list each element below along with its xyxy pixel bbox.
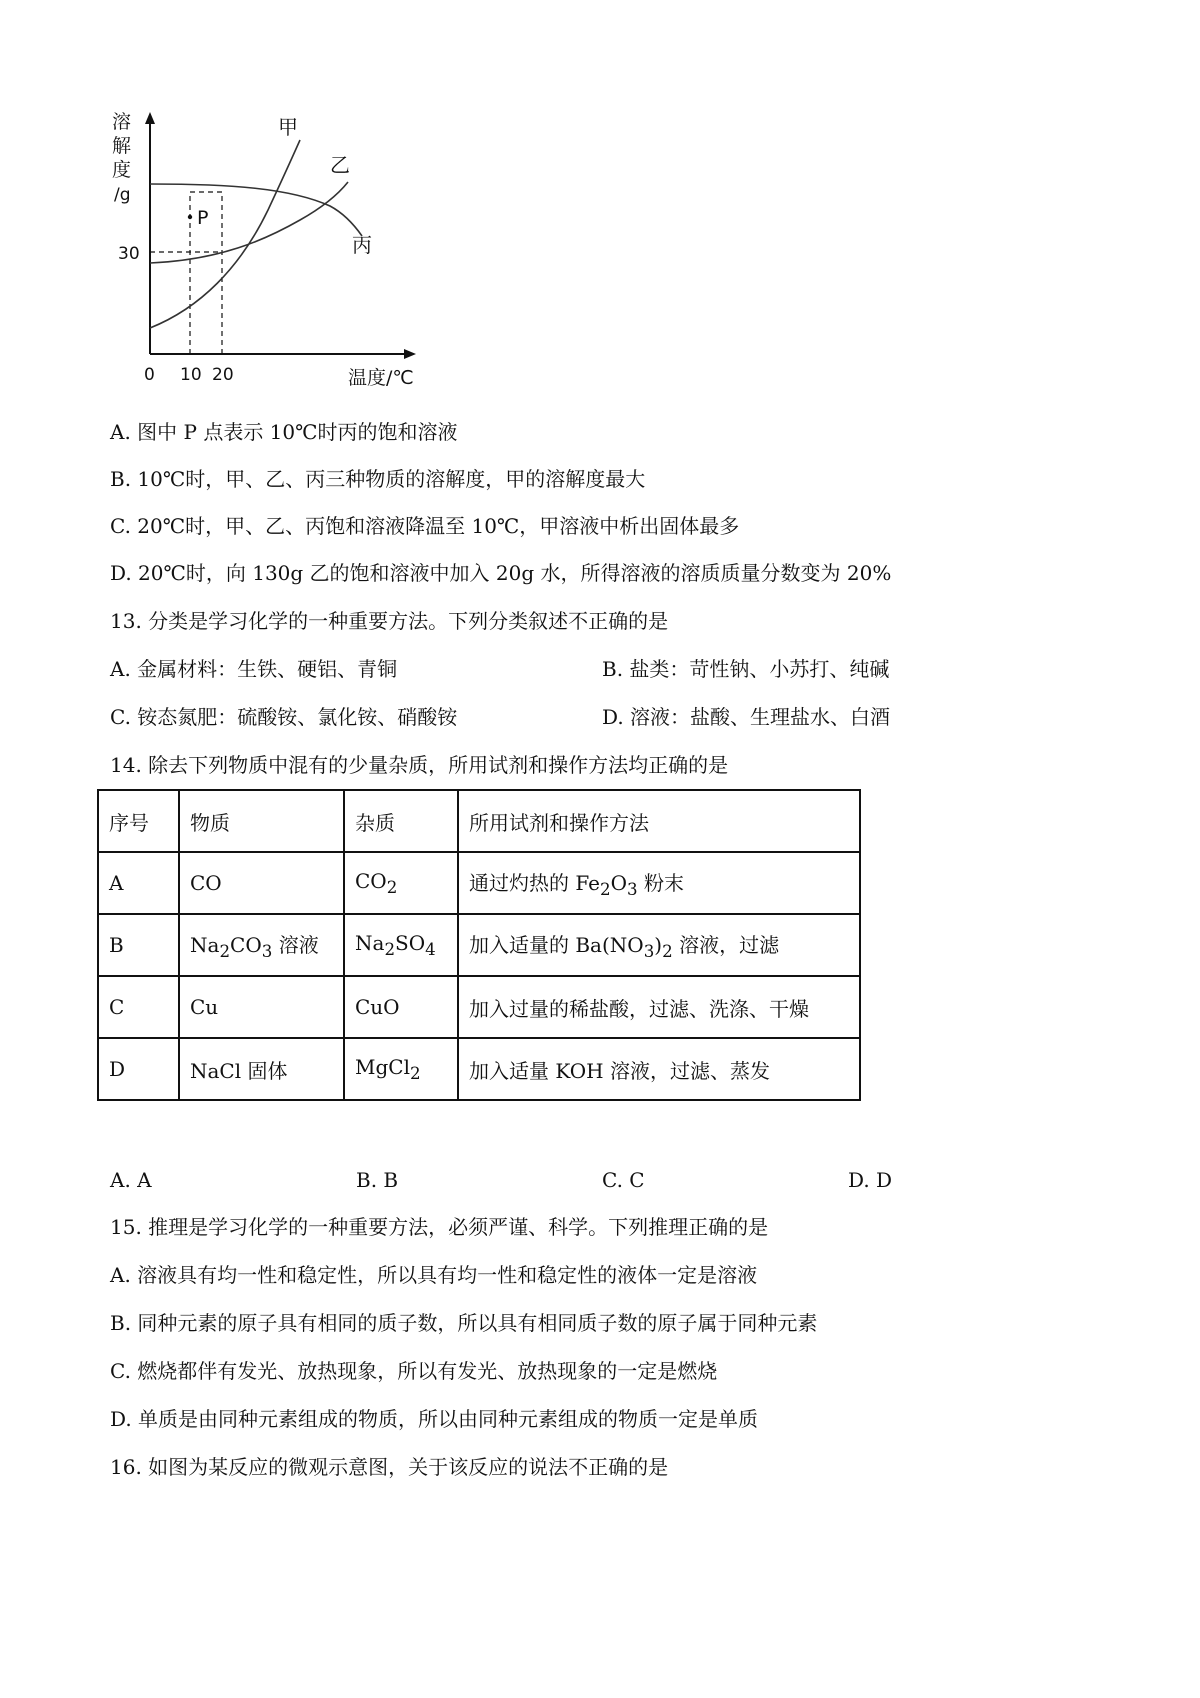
row-id: A bbox=[98, 852, 179, 914]
curve-bing bbox=[150, 184, 362, 236]
y-tick-30: 30 bbox=[118, 244, 140, 264]
row-id: C bbox=[98, 976, 179, 1038]
row-impurity: $CO_2$ bbox=[344, 852, 458, 914]
row-method: 加入适量 KOH 溶液，过滤、蒸发 bbox=[458, 1038, 860, 1100]
row-impurity: $Na_2SO_4$ bbox=[344, 914, 458, 976]
q14-option-b: B. B bbox=[356, 1168, 399, 1192]
x-axis-label: 温度/℃ bbox=[348, 367, 414, 389]
q15-stem: 15. 推理是学习化学的一种重要方法，必须严谨、科学。下列推理正确的是 bbox=[110, 1215, 769, 1239]
q12-option-b: B. 10℃时，甲、乙、丙三种物质的溶解度，甲的溶解度最大 bbox=[110, 467, 646, 491]
table-row bbox=[98, 852, 860, 914]
x-tick-20: 20 bbox=[212, 365, 234, 385]
q15-option-b: B. 同种元素的原子具有相同的质子数，所以具有相同质子数的原子属于同种元素 bbox=[110, 1311, 818, 1335]
x-tick-0: 0 bbox=[144, 365, 155, 385]
q15-option-c: C. 燃烧都伴有发光、放热现象，所以有发光、放热现象的一定是燃烧 bbox=[110, 1359, 718, 1383]
row-substance: CO bbox=[179, 852, 344, 914]
q15-option-a: A. 溶液具有均一性和稳定性，所以具有均一性和稳定性的液体一定是溶液 bbox=[110, 1263, 758, 1287]
y-axis-label-2: 解 bbox=[112, 135, 132, 157]
q14-table bbox=[97, 789, 861, 1101]
header-substance: 物质 bbox=[179, 790, 344, 852]
q15-option-d: D. 单质是由同种元素组成的物质，所以由同种元素组成的物质一定是单质 bbox=[110, 1407, 759, 1431]
row-id: B bbox=[98, 914, 179, 976]
q12-option-a: A. 图中 P 点表示 10℃时丙的饱和溶液 bbox=[110, 420, 458, 444]
row-impurity: CuO bbox=[344, 976, 458, 1038]
curve-jia bbox=[150, 140, 300, 328]
q13-option-c: C. 铵态氮肥：硫酸铵、氯化铵、硝酸铵 bbox=[110, 705, 458, 729]
table-row bbox=[98, 1038, 860, 1100]
q12-option-d: D. 20℃时，向 130g 乙的饱和溶液中加入 20g 水，所得溶液的溶质质量分数变为 20% bbox=[110, 561, 892, 585]
x-tick-10: 10 bbox=[180, 365, 202, 385]
q16-stem: 16. 如图为某反应的微观示意图，关于该反应的说法不正确的是 bbox=[110, 1455, 669, 1479]
table-row bbox=[98, 976, 860, 1038]
row-method: 加入适量的 $Ba(NO_3)_2$ 溶液，过滤 bbox=[458, 914, 860, 976]
row-method: 通过灼热的 $Fe_2O_3$ 粉末 bbox=[458, 852, 860, 914]
point-p-label: P bbox=[197, 207, 209, 229]
series-label-yi: 乙 bbox=[330, 153, 350, 177]
header-id: 序号 bbox=[98, 790, 179, 852]
header-method: 所用试剂和操作方法 bbox=[458, 790, 860, 852]
table-row bbox=[98, 914, 860, 976]
q14-option-a: A. A bbox=[110, 1168, 152, 1192]
row-substance: $Na_2CO_3$ 溶液 bbox=[179, 914, 344, 976]
q14-option-d: D. D bbox=[848, 1168, 893, 1192]
row-substance: Cu bbox=[179, 976, 344, 1038]
series-label-bing: 丙 bbox=[352, 233, 372, 257]
q13-option-d: D. 溶液：盐酸、生理盐水、白酒 bbox=[602, 705, 891, 729]
q13-stem: 13. 分类是学习化学的一种重要方法。下列分类叙述不正确的是 bbox=[110, 609, 669, 633]
series-label-jia: 甲 bbox=[278, 115, 298, 139]
y-axis-label-1: 溶 bbox=[112, 111, 132, 133]
q12-option-c: C. 20℃时，甲、乙、丙饱和溶液降温至 10℃，甲溶液中析出固体最多 bbox=[110, 514, 740, 538]
solubility-chart bbox=[100, 100, 430, 400]
q14-stem: 14. 除去下列物质中混有的少量杂质，所用试剂和操作方法均正确的是 bbox=[110, 753, 729, 777]
q13-option-a: A. 金属材料：生铁、硬铝、青铜 bbox=[110, 657, 398, 681]
y-axis-label-3: 度 bbox=[112, 159, 132, 181]
row-id: D bbox=[98, 1038, 179, 1100]
row-impurity: MgCl$_2$ bbox=[344, 1038, 458, 1100]
y-axis-arrow bbox=[145, 112, 155, 124]
q14-option-c: C. C bbox=[602, 1168, 645, 1192]
y-axis-label-4: /g bbox=[114, 185, 131, 205]
point-p bbox=[188, 215, 192, 219]
table-header-row bbox=[98, 790, 860, 852]
q13-option-b: B. 盐类：苛性钠、小苏打、纯碱 bbox=[602, 657, 890, 681]
curve-yi bbox=[150, 182, 348, 263]
row-substance: NaCl 固体 bbox=[179, 1038, 344, 1100]
header-impurity: 杂质 bbox=[344, 790, 458, 852]
x-axis-arrow bbox=[404, 349, 416, 359]
row-method: 加入过量的稀盐酸，过滤、洗涤、干燥 bbox=[458, 976, 860, 1038]
